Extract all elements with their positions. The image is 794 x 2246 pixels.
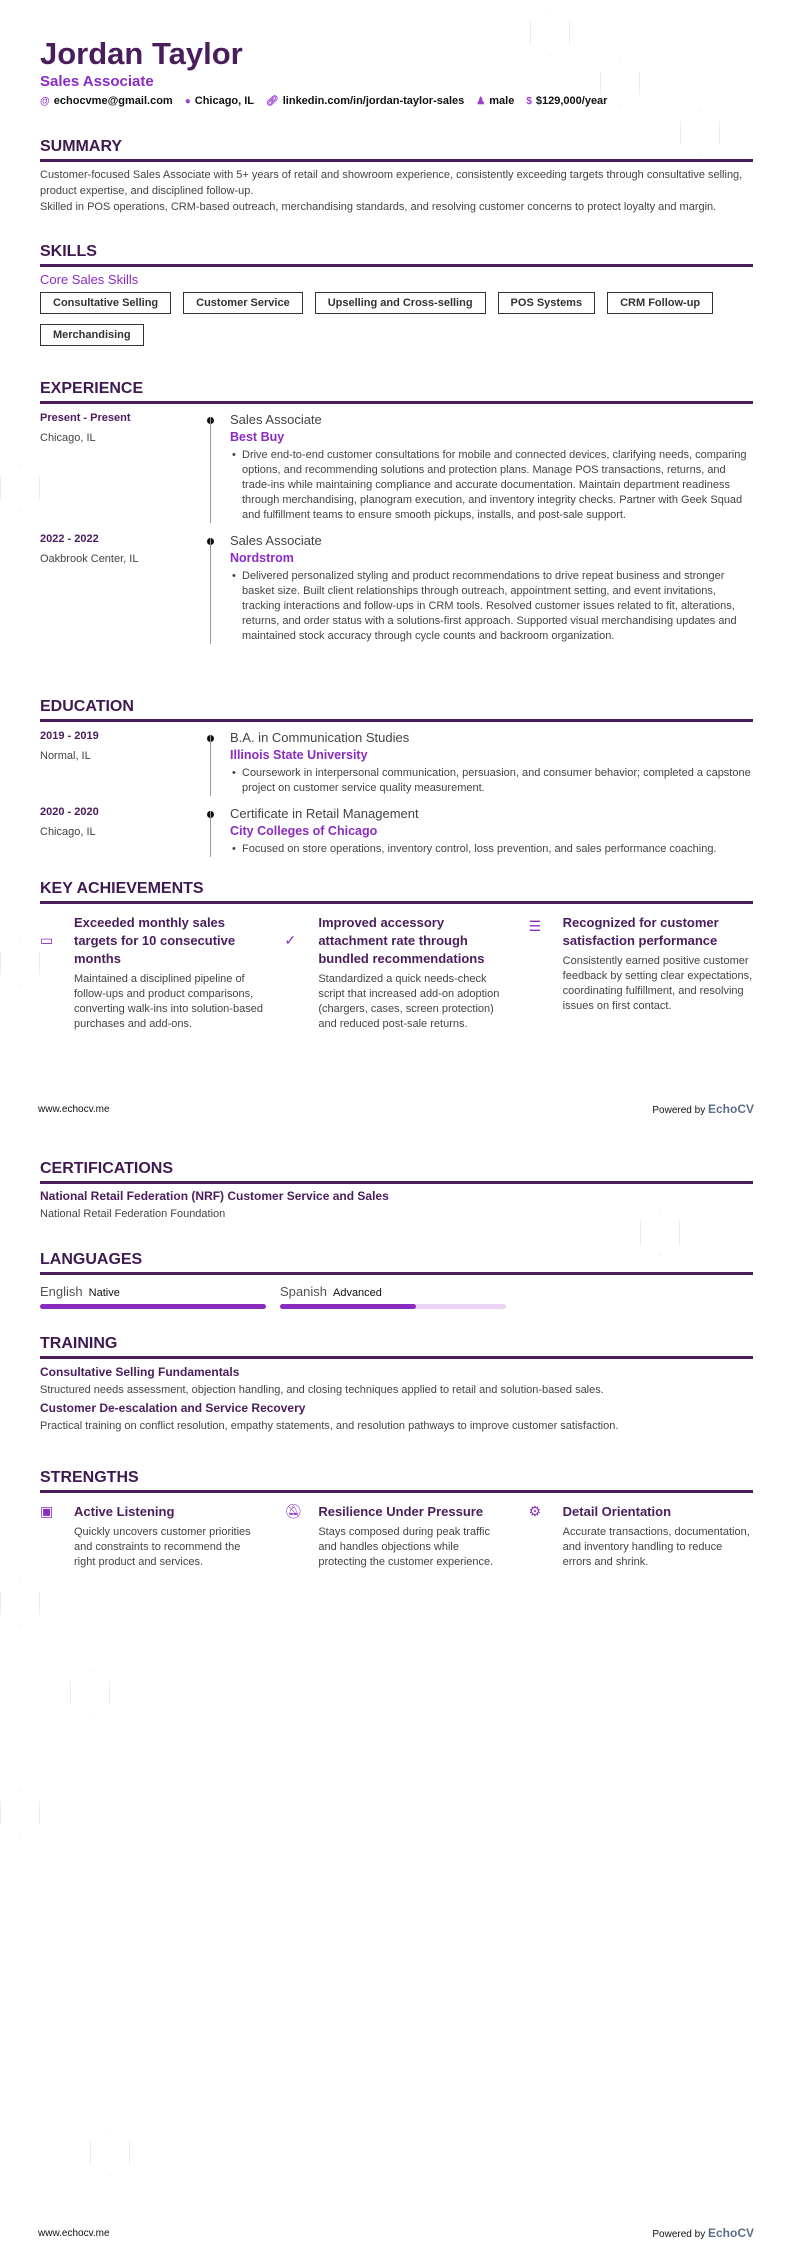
languages-section: [40, 1251, 753, 1309]
entry-bullet: • Drive end-to-end customer consultations for mobile and connected devices, clarifying needs, comparing options, and recommending solutions and protection plans. Manage POS transactions, returns, and trade-ins while maintaining compliance and accurate documentation. Maintain department readiness through merchandising, planogram execution, and inventory integrity checks. Partner with Geek Squad and fulfillment teams to ensure smooth pickups, installs, and post-sale support.: [230, 448, 753, 523]
training-text: Structured needs assessment, objection handling, and closing techniques applied to retail and solution-based sales.: [40, 1384, 604, 1396]
contact-email[interactable]: @ echocvme@gmail.com: [40, 95, 173, 107]
hex-decoration: [90, 2130, 130, 2176]
section-heading: LANGUAGES: [40, 1251, 753, 1275]
entry-school: Illinois State University: [230, 748, 368, 762]
experience-entry: [40, 533, 753, 644]
battery-icon: ▭: [40, 932, 54, 948]
contact-linkedin[interactable]: 🔗︎ linkedin.com/in/jordan-taylor-sales: [266, 95, 465, 107]
footer-powered-by: Powered by EchoCV: [652, 1102, 754, 1116]
person-icon: ♟: [476, 96, 486, 107]
achievement-title: Recognized for customer satisfaction performance: [562, 915, 719, 948]
contact-row: [40, 95, 607, 107]
strength-title: Detail Orientation: [562, 1504, 672, 1519]
timeline-marker: [205, 412, 230, 523]
entry-date: 2020 - 2020: [40, 806, 99, 818]
section-heading: SKILLS: [40, 243, 753, 267]
footer-powered-by: Powered by EchoCV: [652, 2226, 754, 2240]
section-heading: SUMMARY: [40, 138, 753, 162]
entry-company: Best Buy: [230, 430, 285, 444]
contact-salary: $ $129,000/year: [526, 95, 608, 107]
entry-bullet: • Delivered personalized styling and product recommendations to drive repeat business and stronger basket size. Built client relationships through outreach, appointment setting, and event invitations, tracking interactions and follow-ups in CRM tools. Resolved customer issues related to fit, alterations, returns, and order status with a solutions-first approach. Supported visual merchandising updates and maintained stock accuracy through cycle counts and backroom organization.: [230, 569, 753, 644]
hex-decoration: [0, 940, 40, 986]
language-proficiency-bar: [280, 1304, 506, 1309]
link-icon: 🔗︎: [266, 96, 279, 107]
gear-icon: ⚙: [528, 1503, 542, 1519]
certification-issuer: National Retail Federation Foundation: [40, 1208, 226, 1220]
achievement-text: Consistently earned positive customer feedback by setting clear expectations, coordinating fulfillment, and resolving issues on first contact.: [562, 955, 753, 1012]
section-heading: TRAINING: [40, 1335, 753, 1359]
skill-tag: Consultative Selling: [40, 292, 171, 314]
achievements-section: [40, 880, 753, 1032]
hex-decoration: [530, 10, 570, 56]
entry-location: Chicago, IL: [40, 432, 96, 444]
summary-text: Customer-focused Sales Associate with 5+ years of retail and showroom experience, consistently exceeding targets through consultative selling, product expertise, and disciplined follow-up.: [40, 169, 743, 197]
hex-decoration: [0, 1580, 40, 1626]
entry-bullet: • Focused on store operations, inventory control, loss prevention, and sales performance coaching.: [230, 842, 753, 857]
certifications-section: [40, 1160, 753, 1222]
skill-tag: Customer Service: [183, 292, 303, 314]
entry-date: 2022 - 2022: [40, 533, 99, 545]
summary-section: [40, 138, 753, 215]
skill-group-title: Core Sales Skills: [40, 272, 139, 287]
section-heading: EXPERIENCE: [40, 380, 753, 404]
entry-date: 2019 - 2019: [40, 730, 99, 742]
strength-item: [40, 1503, 264, 1570]
section-heading: CERTIFICATIONS: [40, 1160, 753, 1184]
contact-gender: ♟ male: [476, 95, 515, 107]
hex-decoration: [0, 1790, 40, 1836]
timeline-marker: [205, 730, 230, 796]
entry-degree: B.A. in Communication Studies: [230, 730, 410, 745]
hex-decoration: [70, 1670, 110, 1716]
education-entry: [40, 730, 753, 796]
entry-degree: Certificate in Retail Management: [230, 806, 419, 821]
achievement-title: Improved accessory attachment rate through bundled recommendations: [318, 915, 485, 966]
entry-school: City Colleges of Chicago: [230, 824, 378, 838]
candidate-title: Sales Associate: [40, 73, 154, 90]
training-text: Practical training on conflict resolution, empathy statements, and resolution pathways to improve customer satisfaction.: [40, 1420, 619, 1432]
achievement-item: [40, 914, 264, 1032]
section-heading: EDUCATION: [40, 698, 753, 722]
battery-icon: ▣: [40, 1503, 54, 1519]
entry-role: Sales Associate: [230, 412, 322, 427]
strength-item: [529, 1503, 753, 1570]
checkmark-icon: ✓: [284, 932, 297, 948]
education-section: [40, 698, 753, 857]
education-entry: [40, 806, 753, 857]
timeline-marker: [205, 533, 230, 644]
skill-tag: CRM Follow-up: [607, 292, 713, 314]
contact-location: ● Chicago, IL: [184, 95, 255, 107]
language-proficiency-bar: [40, 1304, 266, 1309]
skill-tag: Merchandising: [40, 324, 144, 346]
entry-role: Sales Associate: [230, 533, 322, 548]
achievement-title: Exceeded monthly sales targets for 10 consecutive months: [74, 915, 236, 966]
entry-company: Nordstrom: [230, 551, 294, 565]
entry-bullet: • Coursework in interpersonal communication, persuasion, and consumer behavior; completed a capstone project on customer service quality measurement.: [230, 766, 753, 796]
entry-location: Oakbrook Center, IL: [40, 553, 139, 565]
language-item: English Native: [40, 1283, 266, 1309]
strength-title: Active Listening: [74, 1504, 175, 1519]
section-heading: KEY ACHIEVEMENTS: [40, 880, 753, 904]
skill-tag: Upselling and Cross-selling: [315, 292, 486, 314]
achievement-item: [529, 914, 753, 1032]
entry-location: Normal, IL: [40, 750, 91, 762]
dollar-icon: $: [526, 96, 532, 107]
at-icon: @: [40, 96, 50, 107]
training-section: [40, 1335, 753, 1434]
strength-item: [284, 1503, 508, 1570]
strength-text: Stays composed during peak traffic and handles objections while protecting the customer experience.: [318, 1526, 494, 1568]
strength-title: Resilience Under Pressure: [318, 1504, 484, 1519]
sliders-icon: ☰: [528, 918, 542, 934]
footer-site-link[interactable]: www.echocv.me: [38, 2228, 110, 2239]
language-item: Spanish Advanced: [280, 1283, 506, 1309]
strengths-section: [40, 1469, 753, 1570]
certification-name: National Retail Federation (NRF) Customer Service and Sales: [40, 1189, 389, 1203]
achievement-text: Maintained a disciplined pipeline of follow-ups and product comparisons, converting walk-ins into solution-based purchases and add-ons.: [74, 973, 263, 1030]
candidate-name: Jordan Taylor: [40, 36, 243, 71]
experience-section: [40, 380, 753, 644]
entry-location: Chicago, IL: [40, 826, 96, 838]
training-title: Consultative Selling Fundamentals: [40, 1365, 240, 1379]
footer-site-link[interactable]: www.echocv.me: [38, 1104, 110, 1115]
achievement-item: [284, 914, 508, 1032]
strength-text: Quickly uncovers customer priorities and constraints to recommend the right product and services.: [74, 1526, 251, 1568]
location-pin-icon: ●: [184, 96, 191, 107]
skill-tag: POS Systems: [498, 292, 596, 314]
training-title: Customer De-escalation and Service Recovery: [40, 1401, 306, 1415]
bell-slash-icon: 🔕︎: [284, 1503, 303, 1519]
skills-section: [40, 243, 753, 346]
strength-text: Accurate transactions, documentation, and inventory handling to reduce errors and shrink.: [562, 1526, 750, 1568]
hex-decoration: [0, 465, 40, 511]
timeline-marker: [205, 806, 230, 857]
achievement-text: Standardized a quick needs-check script that increased add-on adoption (chargers, cases, screen protection) and reduced post-sale returns.: [318, 973, 500, 1030]
section-heading: STRENGTHS: [40, 1469, 753, 1493]
entry-date: Present - Present: [40, 412, 131, 424]
summary-text: Skilled in POS operations, CRM-based outreach, merchandising standards, and resolving customer concerns to protect loyalty and margin.: [40, 201, 717, 213]
experience-entry: [40, 412, 753, 523]
